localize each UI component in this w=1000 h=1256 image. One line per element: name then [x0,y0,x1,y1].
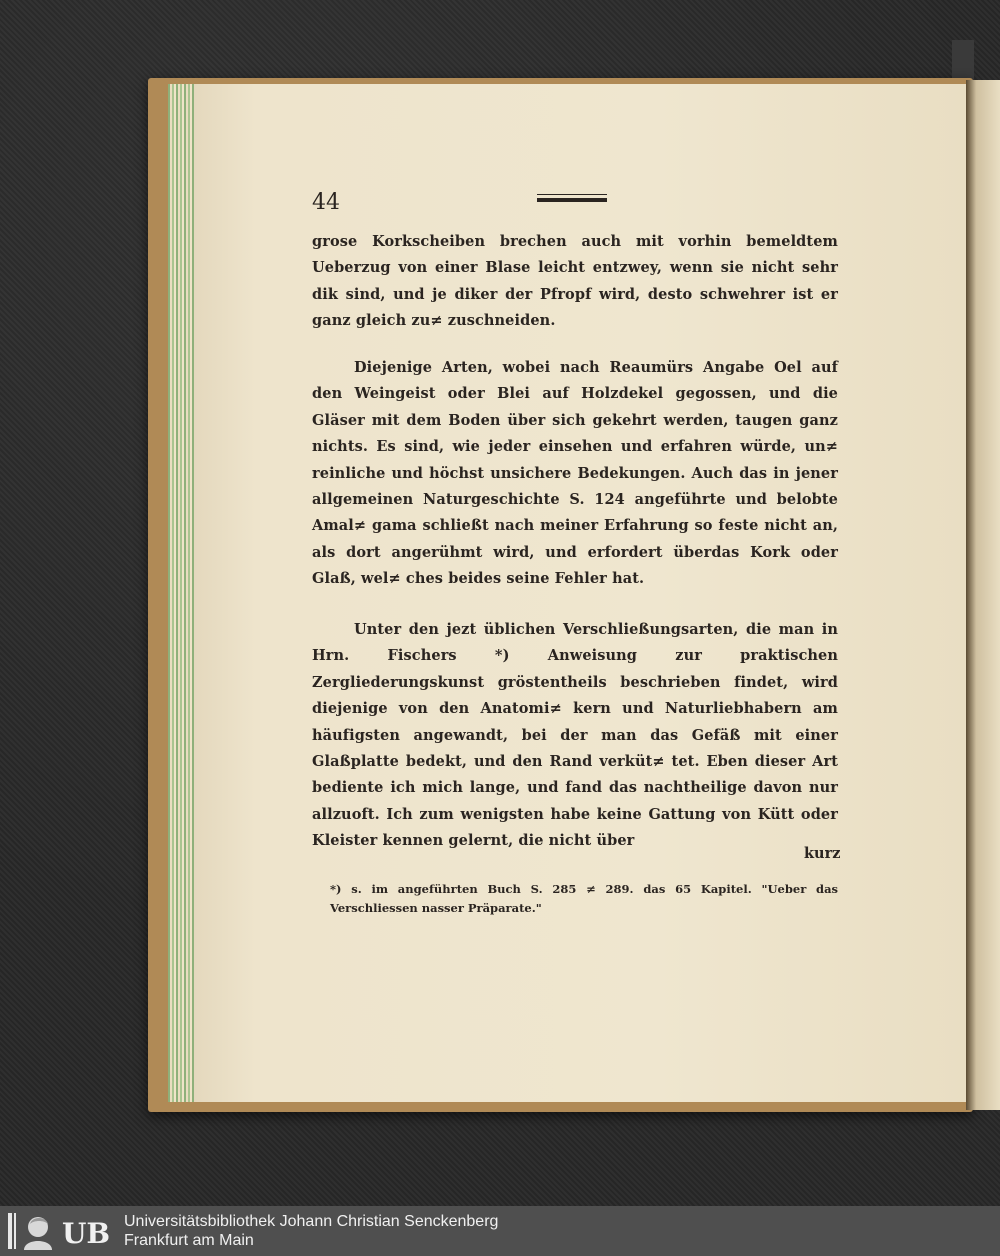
library-name-line-1: Universitätsbibliothek Johann Christian Senckenberg [124,1213,499,1230]
library-logo-icon [6,1210,116,1252]
header-rule-thin [537,194,607,195]
paragraph-2 [312,355,838,593]
library-logo-text: UB [62,1217,111,1250]
book-clip [952,40,974,80]
paragraph-3 [312,617,838,855]
library-name-line-2: Frankfurt am Main [124,1232,254,1249]
paragraph-2-text: Diejenige Arten, wobei nach Reaumürs Angabe Oel auf den Weingeist oder Blei auf Holzdekel gegossen, und die Gläser mit dem Boden über sich gekehrt werden, taugen ganz nichts. Es sind, wie jeder einsehen und erfahren würde, un≠ reinliche und höchst unsichere Bedekungen. Auch das in jener allgemeinen Naturgeschichte S. 124 angeführte und belobte Amal≠ gama schließt nach meiner Erfahrung so feste nicht an, als dort angerühmt wird, und erfordert überdas Kork oder Glaß, wel≠ ches beides seine Fehler hat. [312,359,838,588]
library-banner [0,1206,1000,1256]
paragraph-1 [312,229,838,335]
paragraph-1-text: grose Korkscheiben brechen auch mit vorhin bemeldtem Ueberzug von einer Blase leicht entzwey, wenn sie nicht sehr dik sind, und je diker der Pfropf wird, desto schwehrer ist er ganz gleich zu≠ zuschneiden. [312,233,838,330]
header-rule [537,194,607,206]
facing-page-edge [966,80,1000,1110]
catchword: kurz [804,845,841,862]
header-rule-thick [537,198,607,202]
paragraph-3-text: Unter den jezt üblichen Verschließungsarten, die man in Hrn. Fischers *) Anweisung zur praktischen Zergliederungskunst gröstentheils beschrieben findet, wird diejenige von den Anatomi≠ kern und Naturliebhabern am häufigsten angewandt, bei der man das Gefäß mit einer Glaßplatte bedekt, und den Rand verküt≠ tet. Eben dieser Art bediente ich mich lange, und fand das nachtheilige davon nur allzuoft. Ich zum wenigsten habe keine Gattung von Kütt oder Kleister kennen gelernt, die nicht über [312,621,838,850]
page-number: 44 [312,190,340,215]
footnote: *) s. im angeführten Buch S. 285 ≠ 289. das 65 Kapitel. "Ueber das Verschliessen nasser Präparate." [330,882,838,915]
library-name [124,1212,498,1250]
